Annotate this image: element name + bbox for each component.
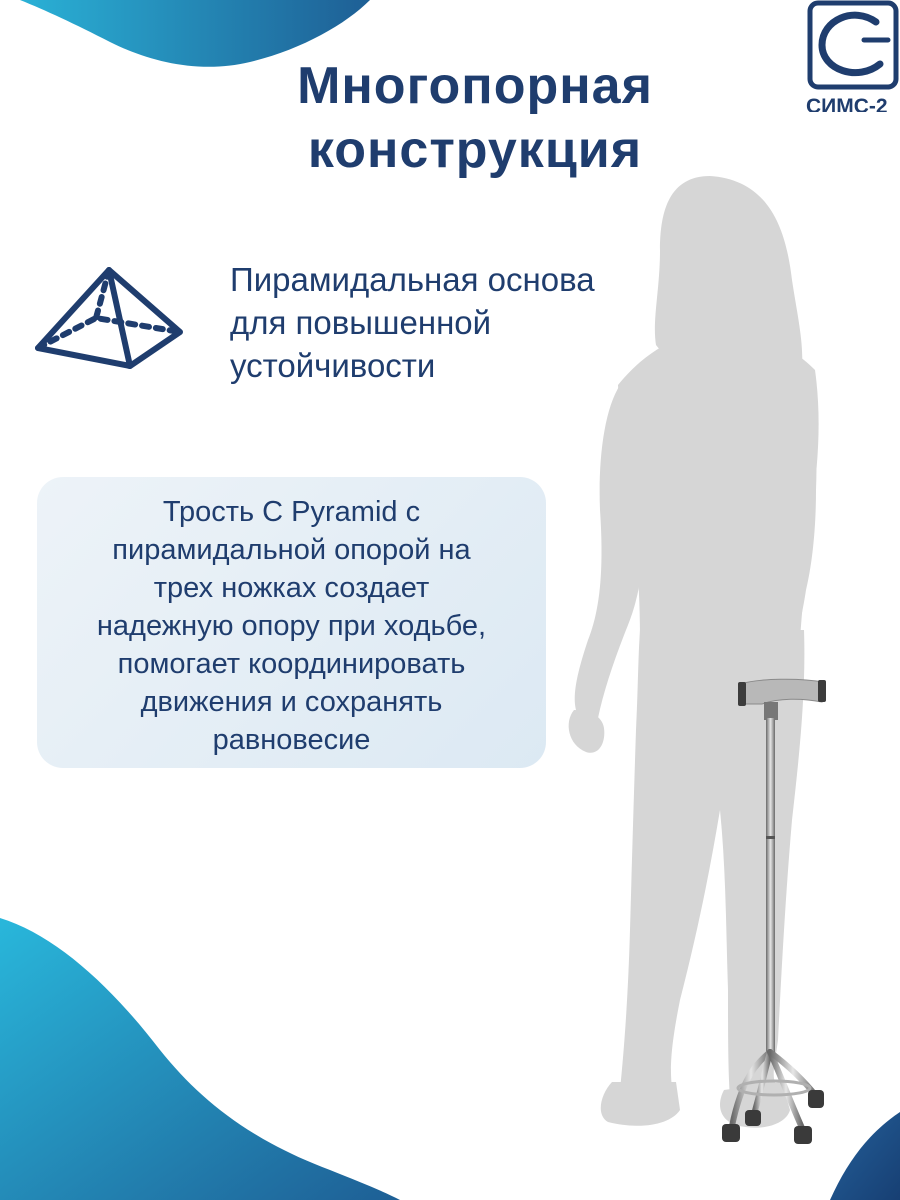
pyramid-icon (30, 262, 188, 374)
description-line: трех ножках создает (153, 572, 430, 604)
page-title (250, 54, 700, 182)
description-card (37, 477, 546, 768)
feature-line-3: устойчивости (230, 347, 436, 384)
description-line: помогает координировать (117, 648, 466, 680)
description-text (37, 493, 546, 759)
quad-cane-image (690, 676, 850, 1156)
description-line: Трость C Pyramid с (162, 496, 421, 528)
bottom-left-wave (0, 918, 400, 1200)
description-line: пирамидальной опорой на (112, 534, 471, 566)
description-line: надежную опору при ходьбе, (96, 610, 487, 642)
description-line: движения и сохранять (140, 686, 443, 718)
title-line-1: Многопорная (297, 57, 653, 115)
title-line-2: конструкция (307, 121, 643, 179)
logo-wordmark: СИМС-2 (806, 95, 888, 112)
description-line: равновесие (212, 724, 371, 756)
feature-line-1: Пирамидальная основа (230, 261, 595, 298)
feature-line-2: для повышенной (230, 304, 492, 341)
brand-logo (806, 0, 900, 112)
